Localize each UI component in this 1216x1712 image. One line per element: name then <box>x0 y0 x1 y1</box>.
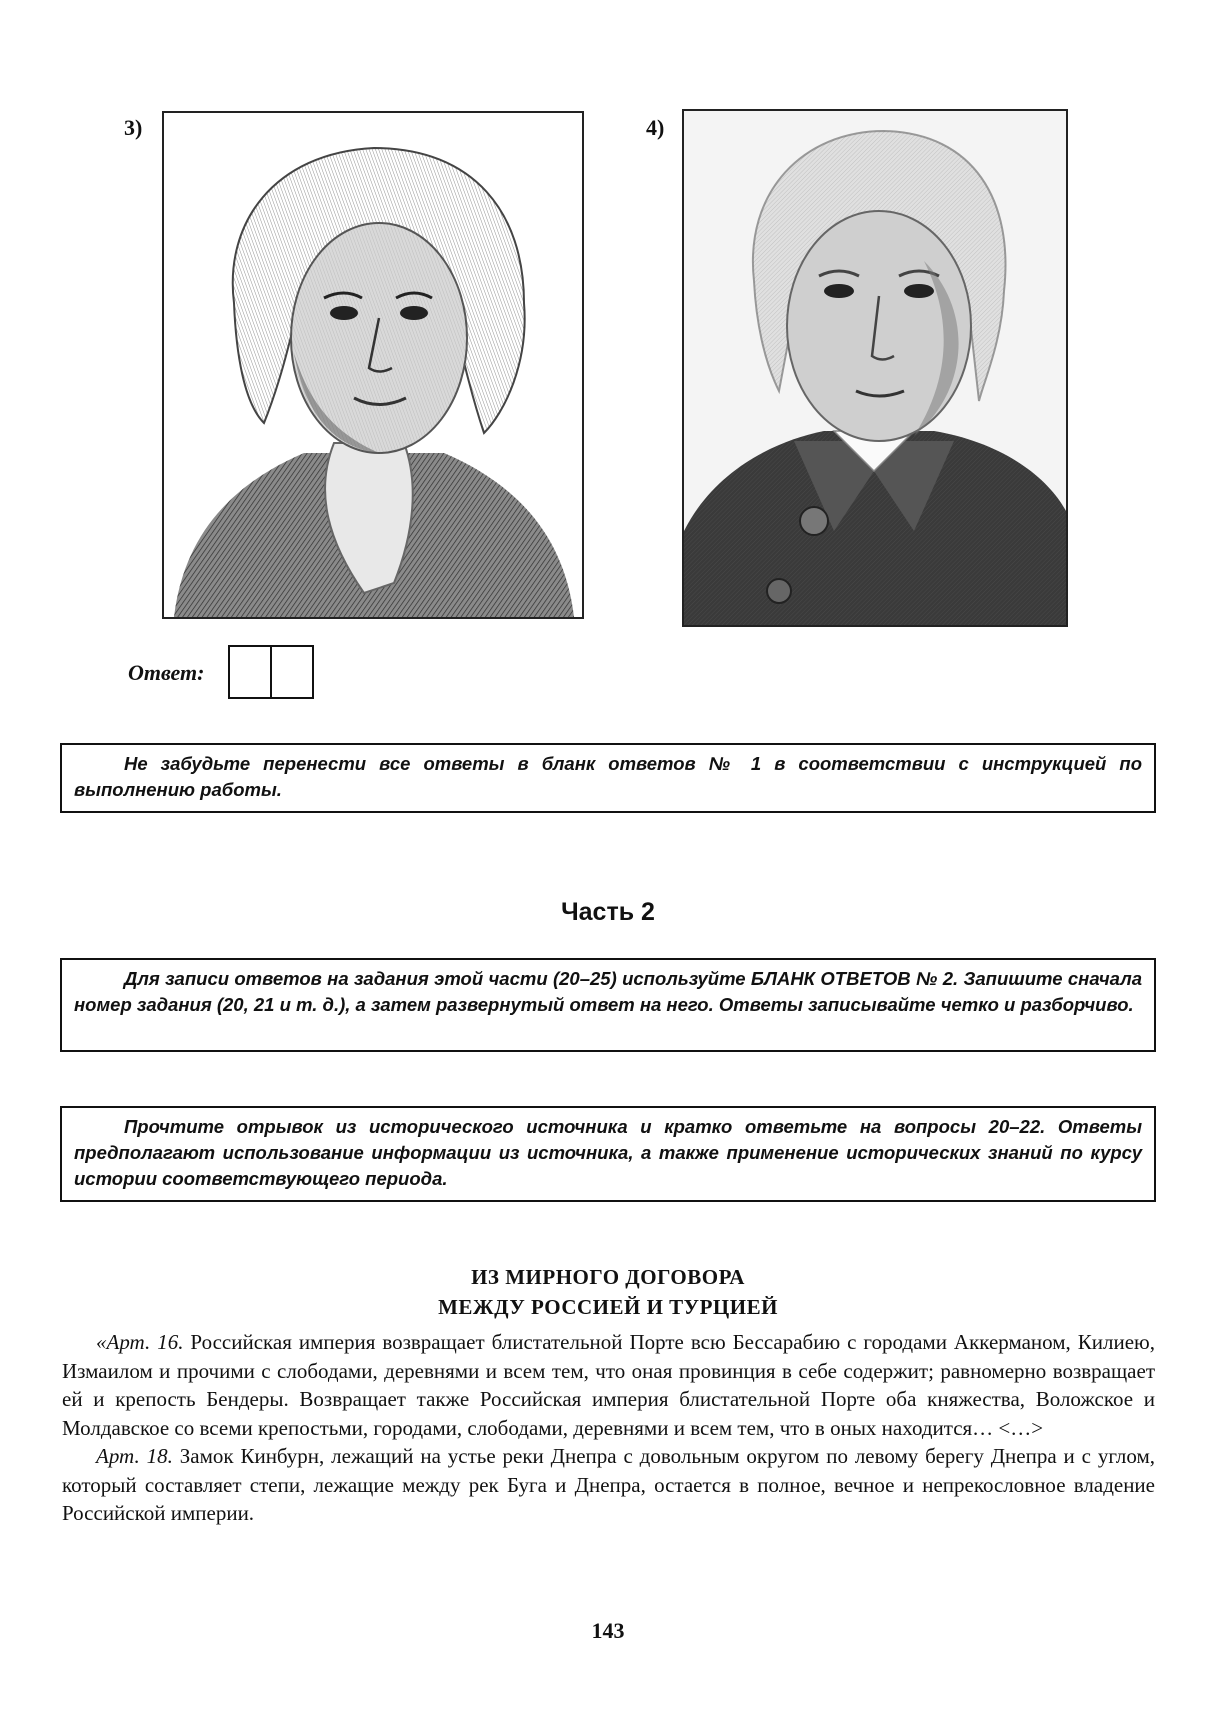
article-18-label: Арт. 18. <box>96 1444 173 1468</box>
part-title: Часть 2 <box>561 898 655 926</box>
source-title-line2: МЕЖДУ РОССИЕЙ И ТУРЦИЕЙ <box>438 1295 778 1319</box>
portrait-3-image <box>164 113 582 617</box>
part2-instruction-text: Для записи ответов на задания этой части (20–25) используйте БЛАНК ОТВЕТОВ № 2. Запишите сначала номер задания (20, 21 и т. д.), а затем развернутый ответ на него. Ответы записывайте четко и разборчиво. <box>74 968 1142 1015</box>
page-number: 143 <box>591 1618 625 1643</box>
article-16-text: Российская империя возвращает блистательной Порте всю Бессарабию с городами Аккерманом, Килиею, Измаилом и прочими с слободами, деревнями и всем тем, что оная провинция в себе содержит; равномерно возвращает ей и крепость Бендеры. Возвращает также Российская империя блистательной Порте оба княжества, Воложское и Молдавское со всеми крепостьми, городами, слободами, деревнями и всем тем, что в оных находится… <…> <box>62 1330 1155 1440</box>
option-number-4: 4) <box>646 115 665 140</box>
answer-boxes <box>228 645 314 699</box>
answer-cell-2[interactable] <box>272 645 314 699</box>
article-18 <box>62 1442 1155 1528</box>
article-16 <box>62 1328 1155 1442</box>
part2-instruction-box <box>60 958 1156 1052</box>
answer-label: Ответ: <box>128 660 205 685</box>
source-title-line1: ИЗ МИРНОГО ДОГОВОРА <box>471 1265 745 1289</box>
source-title <box>0 1262 1216 1322</box>
article-18-text: Замок Кинбурн, лежащий на устье реки Днепра с довольным округом по левому берегу Днепра и с углом, который составляет степи, лежащие между рек Буга и Днепра, остается в полное, вечное и непрекословное владение Российской империи. <box>62 1444 1155 1525</box>
portrait-4 <box>682 109 1068 627</box>
portrait-3 <box>162 111 584 619</box>
portrait-4-image <box>684 111 1066 625</box>
task-instruction-box <box>60 1106 1156 1202</box>
answer-cell-1[interactable] <box>228 645 272 699</box>
article-16-label: «Арт. 16. <box>96 1330 184 1354</box>
task-instruction-text: Прочтите отрывок из исторического источника и кратко ответьте на вопросы 20–22. Ответы предполагают использование информации из источника, а также применение исторических знаний по курсу истории соответствующего периода. <box>74 1116 1142 1189</box>
reminder-text: Не забудьте перенести все ответы в бланк ответов № 1 в соответствии с инструкцией по выполнению работы. <box>74 753 1142 800</box>
source-text <box>62 1328 1155 1528</box>
option-number-3: 3) <box>124 115 143 140</box>
reminder-box <box>60 743 1156 813</box>
